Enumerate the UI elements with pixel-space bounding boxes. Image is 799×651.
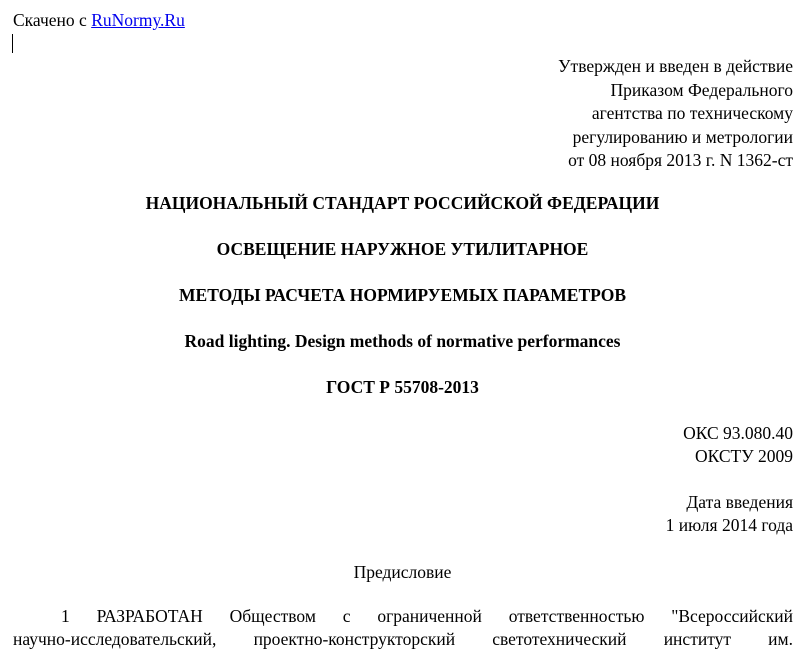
classification-block <box>683 422 793 468</box>
source-link[interactable]: RuNormy.Ru <box>91 10 185 30</box>
title-line-2: МЕТОДЫ РАСЧЕТА НОРМИРУЕМЫХ ПАРАМЕТРОВ <box>179 285 626 305</box>
title-line-1: ОСВЕЩЕНИЕ НАРУЖНОЕ УТИЛИТАРНОЕ <box>216 239 589 259</box>
source-line <box>13 9 185 32</box>
approval-line: Приказом Федерального <box>610 79 793 100</box>
preface-paragraph <box>13 605 793 651</box>
approval-block <box>558 55 793 173</box>
preface-line-1: 1 РАЗРАБОТАН Обществом с ограниченной ответственностью "Всероссийский <box>61 606 793 626</box>
approval-line: от 08 ноября 2013 г. N 1362-ст <box>568 150 793 170</box>
text-cursor <box>12 34 13 53</box>
preface-title: Предисловие <box>353 562 452 582</box>
standard-type-heading: НАЦИОНАЛЬНЫЙ СТАНДАРТ РОССИЙСКОЙ ФЕДЕРАЦИИ <box>145 193 660 213</box>
english-title: Road lighting. Design methods of normative performances <box>184 331 621 351</box>
effective-date-label: Дата введения <box>686 492 793 512</box>
oks-code: ОКС 93.080.40 <box>683 423 793 443</box>
effective-date-value: 1 июля 2014 года <box>665 515 793 535</box>
preface-line-2: научно-исследовательский, проектно-конструкторский светотехнический институт им. <box>13 629 793 649</box>
standard-code: ГОСТ Р 55708-2013 <box>326 377 479 397</box>
approval-line: регулированию и метрологии <box>572 126 793 147</box>
approval-line: агентства по техническому <box>591 103 793 123</box>
approval-line: Утвержден и введен в действие <box>558 56 793 76</box>
source-prefix: Скачено с <box>13 10 87 30</box>
okstu-code: ОКСТУ 2009 <box>694 446 793 466</box>
effective-date-block <box>666 491 793 537</box>
